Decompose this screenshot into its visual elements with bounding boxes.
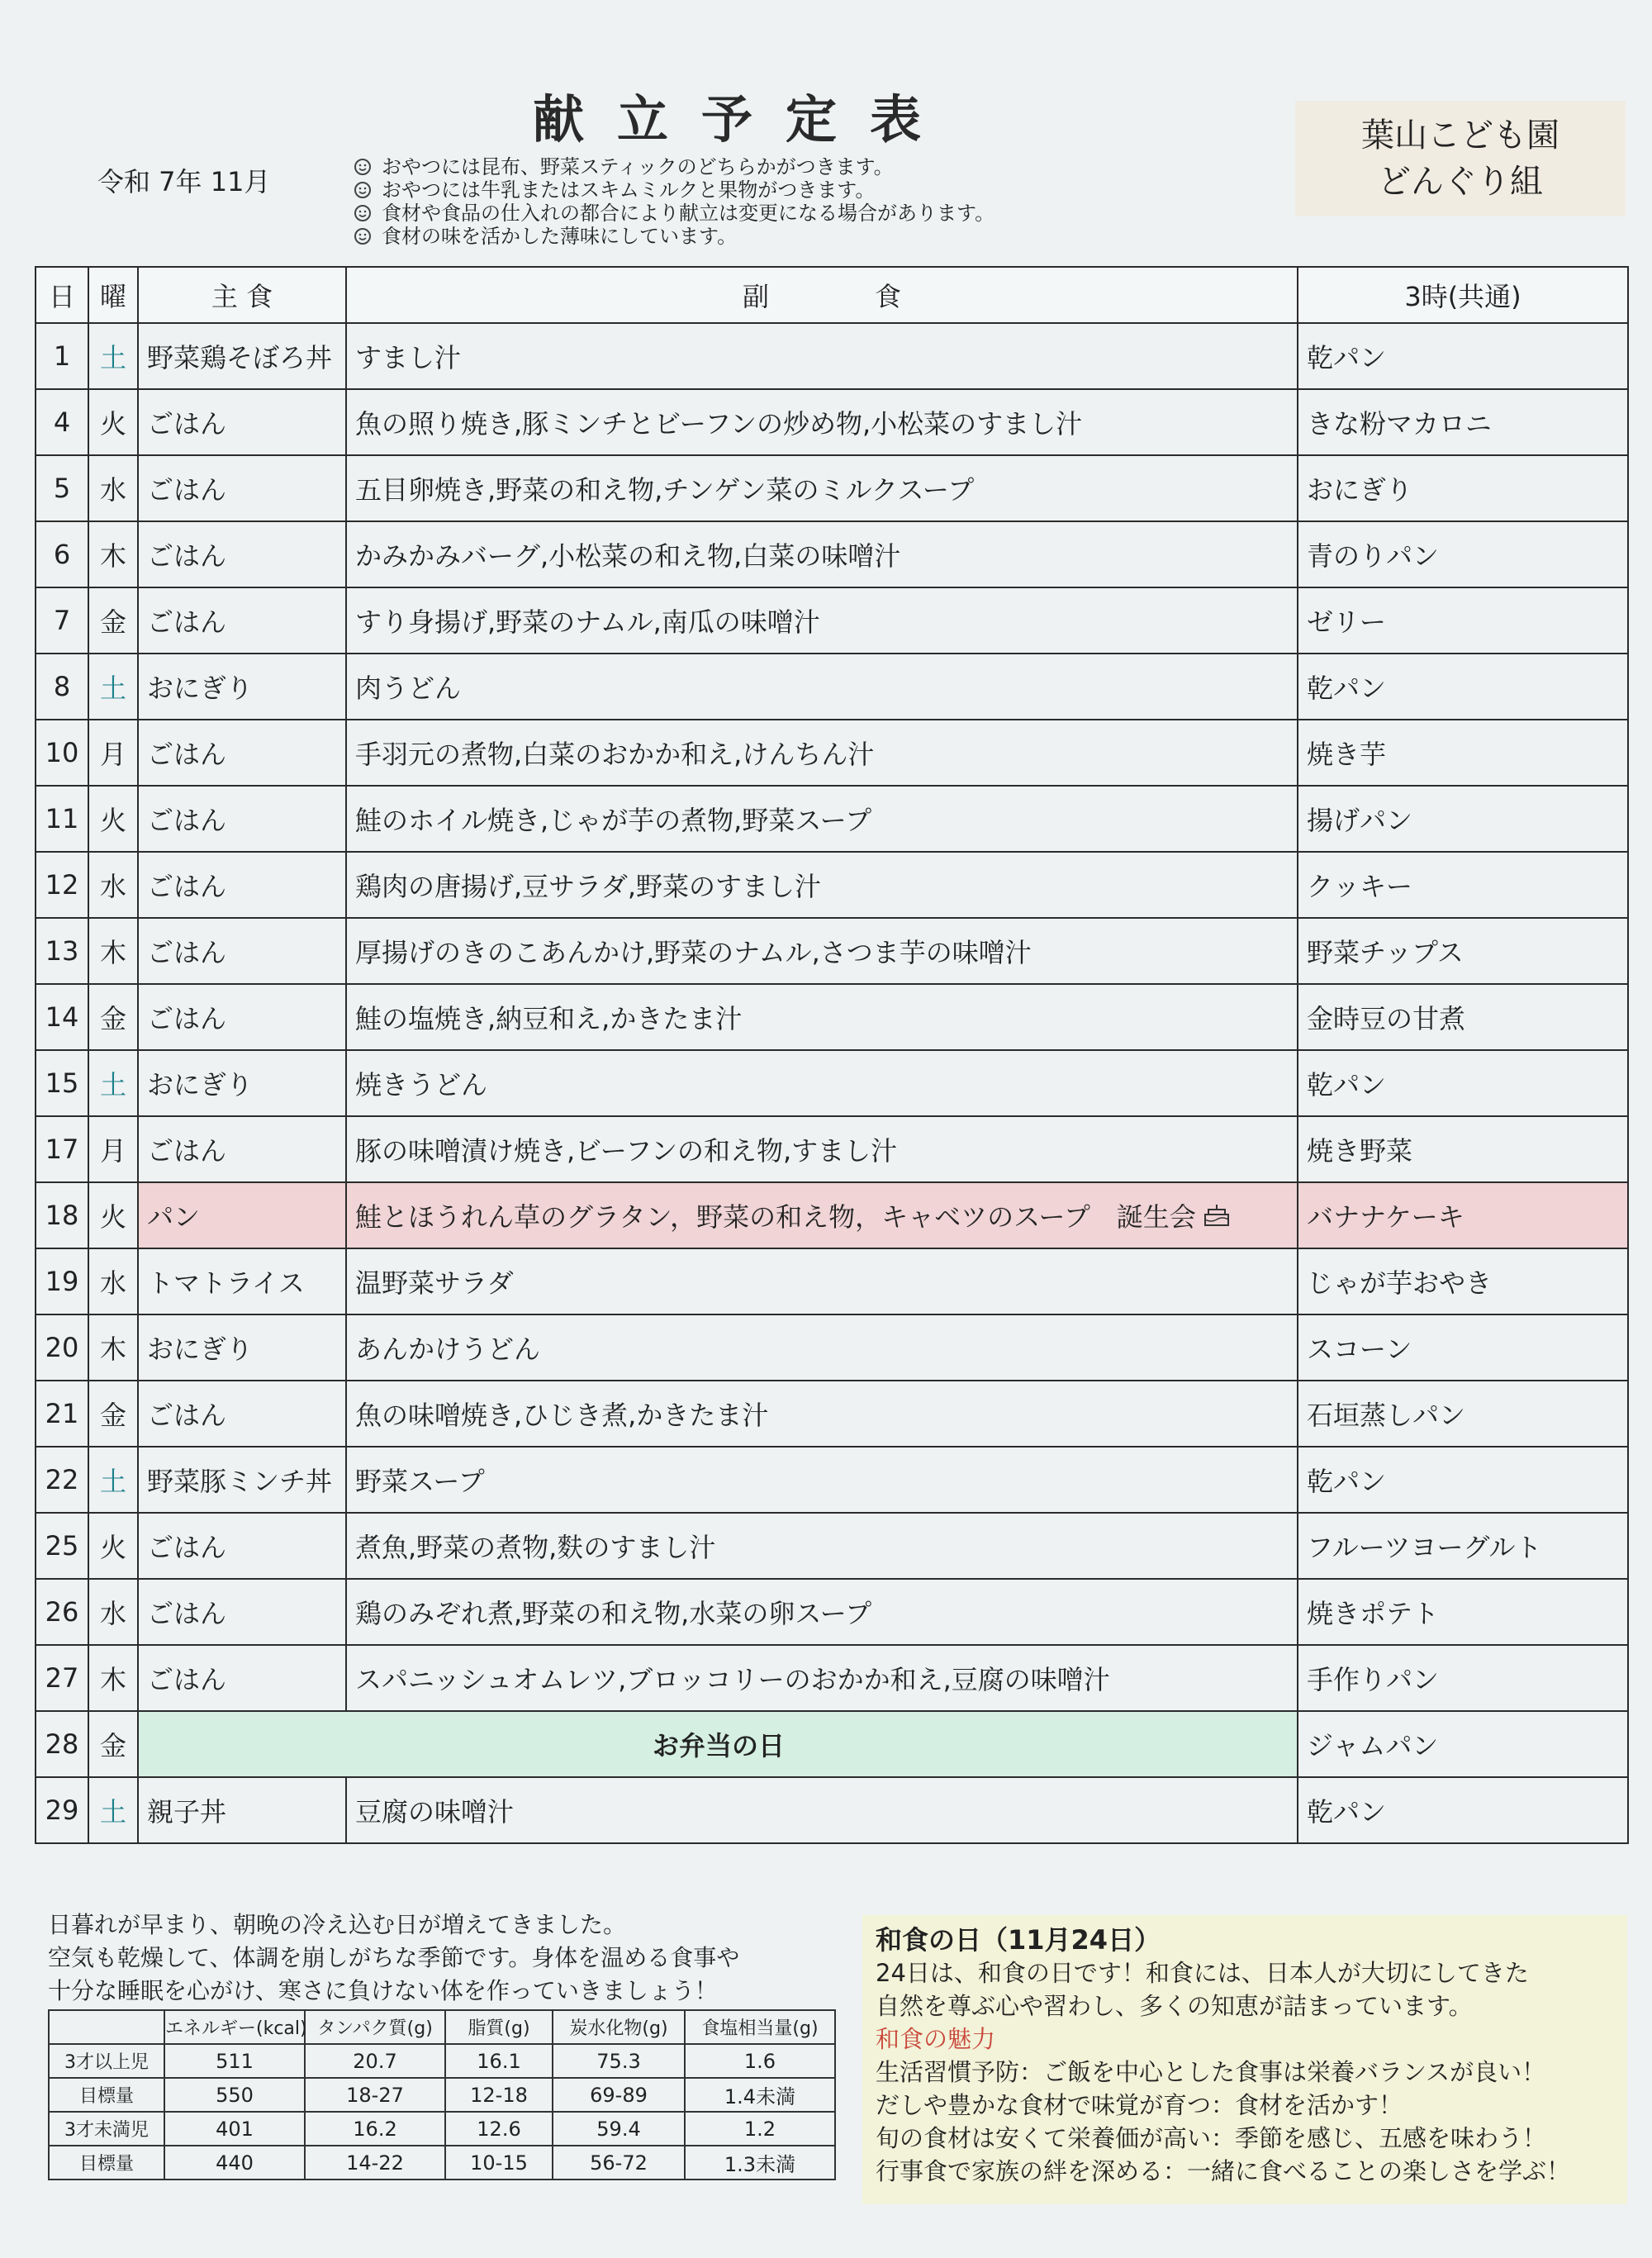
weekday-cell: 土	[88, 323, 138, 389]
menu-row	[36, 1381, 1628, 1447]
weekday-cell: 金	[88, 1711, 138, 1777]
day-cell: 29	[36, 1777, 88, 1843]
weekday-cell: 火	[88, 786, 138, 852]
note-item	[354, 225, 995, 248]
menu-row	[36, 1050, 1628, 1116]
day-cell: 19	[36, 1248, 88, 1314]
nutrition-value: 511	[164, 2044, 305, 2078]
washoku-intro: 24日は、和食の日です！和食には、日本人が大切にしてきた	[876, 1959, 1529, 1987]
snack-cell: きな粉マカロニ	[1298, 389, 1628, 455]
washoku-subtitle: 和食の魅力	[876, 2025, 996, 2053]
nutrition-row-label: 3才以上児	[49, 2044, 164, 2078]
menu-row	[36, 587, 1628, 654]
snack-cell: 焼き芋	[1298, 720, 1628, 786]
weekday-cell: 土	[88, 1777, 138, 1843]
nutrition-value: 1.6	[685, 2044, 835, 2078]
snack-cell: 揚げパン	[1298, 786, 1628, 852]
nutrition-header-blank	[49, 2010, 164, 2044]
menu-row	[36, 852, 1628, 918]
snack-cell: 青のりパン	[1298, 521, 1628, 587]
nutrition-table	[48, 2009, 836, 2180]
main-dish-cell: おにぎり	[138, 654, 346, 720]
nutrition-value: 59.4	[553, 2112, 685, 2146]
notes-list	[354, 155, 995, 248]
day-cell: 4	[36, 389, 88, 455]
header-day: 日	[36, 267, 88, 323]
main-dish-cell: ごはん	[138, 720, 346, 786]
weekday-cell: 土	[88, 1447, 138, 1513]
main-dish-cell: ごはん	[138, 1381, 346, 1447]
menu-row	[36, 720, 1628, 786]
main-dish-cell: ごはん	[138, 587, 346, 654]
snack-cell: 石垣蒸しパン	[1298, 1381, 1628, 1447]
side-dish-text: すまし汁	[355, 342, 462, 373]
month-label: 令和 7年 11月	[97, 166, 271, 197]
snack-cell: ゼリー	[1298, 587, 1628, 654]
nutrition-value: 12-18	[445, 2078, 553, 2112]
note-text: 食材の味を活かした薄味にしています。	[382, 225, 738, 248]
side-dish-text: 鮭の塩焼き,納豆和え,かきたま汁	[355, 1003, 743, 1034]
nutrition-row	[49, 2146, 835, 2180]
main-dish-cell: ごはん	[138, 1645, 346, 1711]
weekday-cell: 月	[88, 1116, 138, 1182]
side-dish-cell	[346, 389, 1298, 455]
menu-row	[36, 1777, 1628, 1843]
snack-cell: 乾パン	[1298, 1447, 1628, 1513]
weekday-cell: 木	[88, 918, 138, 984]
main-dish-cell: パン	[138, 1182, 346, 1248]
menu-row	[36, 389, 1628, 455]
day-cell: 15	[36, 1050, 88, 1116]
side-dish-cell	[346, 1050, 1298, 1116]
day-cell: 27	[36, 1645, 88, 1711]
main-dish-cell: 野菜鶏そぼろ丼	[138, 323, 346, 389]
main-dish-cell: おにぎり	[138, 1314, 346, 1381]
main-dish-cell: ごはん	[138, 1579, 346, 1645]
main-dish-cell: ごはん	[138, 1116, 346, 1182]
side-dish-cell	[346, 1182, 1298, 1248]
day-cell: 6	[36, 521, 88, 587]
washoku-point: 旬の食材は安くて栄養価が高い：季節を感じ、五感を味わう！	[876, 2124, 1547, 2152]
side-dish-cell	[346, 1116, 1298, 1182]
main-dish-cell: トマトライス	[138, 1248, 346, 1314]
bento-day-cell: お弁当の日	[138, 1711, 1298, 1777]
message-line: 十分な睡眠を心がけ、寒さに負けない体を作っていきましょう！	[48, 1977, 718, 2004]
side-dish-text: 煮魚,野菜の煮物,麩のすまし汁	[355, 1532, 716, 1563]
side-dish-cell	[346, 1579, 1298, 1645]
menu-row	[36, 1513, 1628, 1579]
side-dish-text: 五目卵焼き,野菜の和え物,チンゲン菜のミルクスープ	[355, 474, 975, 506]
main-dish-cell: ごはん	[138, 918, 346, 984]
header-main: 主 食	[138, 267, 346, 323]
nutrition-header-protein: タンパク質(g)	[305, 2010, 445, 2044]
nutrition-row-label: 目標量	[49, 2146, 164, 2180]
side-dish-cell	[346, 786, 1298, 852]
organization-name: 葉山こども園	[1361, 116, 1559, 154]
header-snack: 3時(共通)	[1298, 267, 1628, 323]
day-cell: 8	[36, 654, 88, 720]
side-dish-text: 野菜スープ	[355, 1466, 485, 1497]
side-dish-text: 豚の味噌漬け焼き,ビーフンの和え物,すまし汁	[355, 1135, 898, 1167]
snack-cell: バナナケーキ	[1298, 1182, 1628, 1248]
main-dish-cell: ごはん	[138, 1513, 346, 1579]
header-dow: 曜	[88, 267, 138, 323]
smiley-icon	[354, 181, 372, 199]
menu-row	[36, 786, 1628, 852]
nutrition-row-label: 3才未満児	[49, 2112, 164, 2146]
side-dish-text: 厚揚げのきのこあんかけ,野菜のナムル,さつま芋の味噌汁	[355, 937, 1032, 968]
nutrition-value: 18-27	[305, 2078, 445, 2112]
side-dish-cell	[346, 1381, 1298, 1447]
day-cell: 20	[36, 1314, 88, 1381]
weekday-cell: 土	[88, 654, 138, 720]
weekday-cell: 金	[88, 984, 138, 1050]
nutrition-value: 440	[164, 2146, 305, 2180]
nutrition-row	[49, 2078, 835, 2112]
side-dish-text: 温野菜サラダ	[355, 1267, 514, 1299]
day-cell: 17	[36, 1116, 88, 1182]
weekday-cell: 火	[88, 1182, 138, 1248]
side-dish-text: 魚の味噌焼き,ひじき煮,かきたま汁	[355, 1400, 769, 1431]
side-dish-cell	[346, 1645, 1298, 1711]
menu-table-body	[36, 323, 1628, 1843]
main-dish-cell: ごはん	[138, 455, 346, 521]
day-cell: 10	[36, 720, 88, 786]
note-item	[354, 202, 995, 225]
side-dish-cell	[346, 720, 1298, 786]
nutrition-value: 20.7	[305, 2044, 445, 2078]
nutrition-value: 10-15	[445, 2146, 553, 2180]
side-dish-text: 鮭とほうれん草のグラタン，野菜の和え物，キャベツのスープ 誕生会	[355, 1201, 1196, 1233]
menu-table	[35, 266, 1629, 1844]
nutrition-header-energy: エネルギー(kcal)	[164, 2010, 305, 2044]
snack-cell: フルーツヨーグルト	[1298, 1513, 1628, 1579]
snack-cell: 乾パン	[1298, 1777, 1628, 1843]
weekday-cell: 水	[88, 455, 138, 521]
snack-cell: 野菜チップス	[1298, 918, 1628, 984]
class-name: どんぐり組	[1378, 163, 1543, 201]
weekday-cell: 火	[88, 1513, 138, 1579]
day-cell: 13	[36, 918, 88, 984]
day-cell: 28	[36, 1711, 88, 1777]
side-dish-cell	[346, 1314, 1298, 1381]
side-dish-cell	[346, 1777, 1298, 1843]
nutrition-value: 75.3	[553, 2044, 685, 2078]
snack-cell: おにぎり	[1298, 455, 1628, 521]
nutrition-value: 56-72	[553, 2146, 685, 2180]
day-cell: 12	[36, 852, 88, 918]
birthday-cake-icon	[1203, 1203, 1231, 1234]
side-dish-cell	[346, 455, 1298, 521]
note-text: 食材や食品の仕入れの都合により献立は変更になる場合があります。	[382, 202, 995, 225]
menu-row	[36, 984, 1628, 1050]
side-dish-text: 肉うどん	[355, 673, 462, 704]
menu-table-header	[36, 267, 1628, 323]
note-item	[354, 178, 995, 202]
seasonal-message	[48, 1909, 841, 2008]
message-line: 日暮れが早まり、朝晩の冷え込む日が増えてきました。	[48, 1911, 627, 1938]
side-dish-cell	[346, 323, 1298, 389]
side-dish-cell	[346, 1447, 1298, 1513]
page-title: 献立予定表	[532, 89, 954, 150]
nutrition-value: 12.6	[445, 2112, 553, 2146]
washoku-point: だしや豊かな食材で味覚が育つ：食材を活かす！	[876, 2091, 1403, 2119]
menu-row	[36, 654, 1628, 720]
menu-row	[36, 1579, 1628, 1645]
side-dish-cell	[346, 1248, 1298, 1314]
main-dish-cell: ごはん	[138, 786, 346, 852]
weekday-cell: 金	[88, 1381, 138, 1447]
menu-row	[36, 455, 1628, 521]
header-side: 副 食	[346, 267, 1298, 323]
washoku-point: 生活習慣予防：ご飯を中心とした食事は栄養バランスが良い！	[876, 2058, 1546, 2086]
nutrition-value: 16.2	[305, 2112, 445, 2146]
menu-row	[36, 1711, 1628, 1777]
smiley-icon	[354, 204, 372, 222]
menu-row	[36, 1248, 1628, 1314]
side-dish-text: かみかみバーグ,小松菜の和え物,白菜の味噌汁	[355, 540, 901, 572]
main-dish-cell: ごはん	[138, 984, 346, 1050]
side-dish-cell	[346, 654, 1298, 720]
washoku-title: 和食の日（11月24日）	[876, 1924, 1161, 1956]
weekday-cell: 木	[88, 521, 138, 587]
side-dish-text: 鶏肉の唐揚げ,豆サラダ,野菜のすまし汁	[355, 871, 822, 902]
note-text: おやつには牛乳またはスキムミルクと果物がつきます。	[382, 178, 876, 202]
weekday-cell: 木	[88, 1645, 138, 1711]
main-dish-cell: ごはん	[138, 521, 346, 587]
main-dish-cell: ごはん	[138, 389, 346, 455]
side-dish-cell	[346, 521, 1298, 587]
washoku-intro: 自然を尊ぶ心や習わし、多くの知恵が詰まっています。	[876, 1992, 1473, 2020]
side-dish-text: 焼きうどん	[355, 1069, 488, 1100]
snack-cell: じゃが芋おやき	[1298, 1248, 1628, 1314]
menu-row	[36, 1182, 1628, 1248]
nutrition-row-label: 目標量	[49, 2078, 164, 2112]
snack-cell: 乾パン	[1298, 654, 1628, 720]
side-dish-text: 鶏のみぞれ煮,野菜の和え物,水菜の卵スープ	[355, 1598, 872, 1629]
nutrition-value: 1.3未満	[685, 2146, 835, 2180]
menu-row	[36, 323, 1628, 389]
side-dish-text: 豆腐の味噌汁	[355, 1796, 515, 1828]
smiley-icon	[354, 227, 372, 245]
day-cell: 11	[36, 786, 88, 852]
snack-cell: 焼きポテト	[1298, 1579, 1628, 1645]
snack-cell: ジャムパン	[1298, 1711, 1628, 1777]
snack-cell: 乾パン	[1298, 323, 1628, 389]
weekday-cell: 金	[88, 587, 138, 654]
menu-row	[36, 918, 1628, 984]
side-dish-text: 手羽元の煮物,白菜のおかか和え,けんちん汁	[355, 739, 875, 770]
menu-row	[36, 1314, 1628, 1381]
weekday-cell: 水	[88, 852, 138, 918]
nutrition-header-carbs: 炭水化物(g)	[553, 2010, 685, 2044]
weekday-cell: 土	[88, 1050, 138, 1116]
day-cell: 7	[36, 587, 88, 654]
snack-cell: 焼き野菜	[1298, 1116, 1628, 1182]
main-dish-cell: 親子丼	[138, 1777, 346, 1843]
nutrition-value: 16.1	[445, 2044, 553, 2078]
weekday-cell: 火	[88, 389, 138, 455]
nutrition-value: 1.2	[685, 2112, 835, 2146]
nutrition-value: 69-89	[553, 2078, 685, 2112]
main-dish-cell: ごはん	[138, 852, 346, 918]
main-dish-cell: おにぎり	[138, 1050, 346, 1116]
side-dish-text: 鮭のホイル焼き,じゃが芋の煮物,野菜スープ	[355, 805, 872, 836]
washoku-point: 行事食で家族の絆を深める：一緒に食べることの楽しさを学ぶ！	[876, 2157, 1571, 2185]
message-line: 空気も乾燥して、体調を崩しがちな季節です。身体を温める食事や	[48, 1944, 740, 1971]
day-cell: 18	[36, 1182, 88, 1248]
side-dish-text: あんかけうどん	[355, 1333, 541, 1365]
day-cell: 22	[36, 1447, 88, 1513]
side-dish-text: すり身揚げ,野菜のナムル,南瓜の味噌汁	[355, 606, 820, 638]
side-dish-text: 魚の照り焼き,豚ミンチとビーフンの炒め物,小松菜のすまし汁	[355, 408, 1083, 440]
organization-box	[1295, 101, 1626, 216]
snack-cell: クッキー	[1298, 852, 1628, 918]
weekday-cell: 水	[88, 1579, 138, 1645]
nutrition-row	[49, 2112, 835, 2146]
weekday-cell: 月	[88, 720, 138, 786]
snack-cell: 金時豆の甘煮	[1298, 984, 1628, 1050]
day-cell: 5	[36, 455, 88, 521]
day-cell: 25	[36, 1513, 88, 1579]
washoku-box	[862, 1915, 1627, 2204]
side-dish-cell	[346, 852, 1298, 918]
menu-row	[36, 1447, 1628, 1513]
snack-cell: 乾パン	[1298, 1050, 1628, 1116]
day-cell: 14	[36, 984, 88, 1050]
snack-cell: 手作りパン	[1298, 1645, 1628, 1711]
nutrition-header-salt: 食塩相当量(g)	[685, 2010, 835, 2044]
weekday-cell: 木	[88, 1314, 138, 1381]
nutrition-row	[49, 2044, 835, 2078]
side-dish-cell	[346, 1513, 1298, 1579]
nutrition-value: 550	[164, 2078, 305, 2112]
side-dish-cell	[346, 587, 1298, 654]
nutrition-header-fat: 脂質(g)	[445, 2010, 553, 2044]
menu-row	[36, 1645, 1628, 1711]
nutrition-body	[49, 2044, 835, 2180]
note-item	[354, 155, 995, 178]
menu-row	[36, 521, 1628, 587]
nutrition-header	[49, 2010, 835, 2044]
day-cell: 21	[36, 1381, 88, 1447]
smiley-icon	[354, 158, 372, 176]
main-dish-cell: 野菜豚ミンチ丼	[138, 1447, 346, 1513]
snack-cell: スコーン	[1298, 1314, 1628, 1381]
menu-row	[36, 1116, 1628, 1182]
nutrition-value: 14-22	[305, 2146, 445, 2180]
side-dish-cell	[346, 918, 1298, 984]
day-cell: 1	[36, 323, 88, 389]
side-dish-text: スパニッシュオムレツ,ブロッコリーのおかか和え,豆腐の味噌汁	[355, 1664, 1110, 1695]
side-dish-cell	[346, 984, 1298, 1050]
nutrition-value: 401	[164, 2112, 305, 2146]
day-cell: 26	[36, 1579, 88, 1645]
weekday-cell: 水	[88, 1248, 138, 1314]
note-text: おやつには昆布、野菜スティックのどちらかがつきます。	[382, 155, 894, 178]
nutrition-value: 1.4未満	[685, 2078, 835, 2112]
